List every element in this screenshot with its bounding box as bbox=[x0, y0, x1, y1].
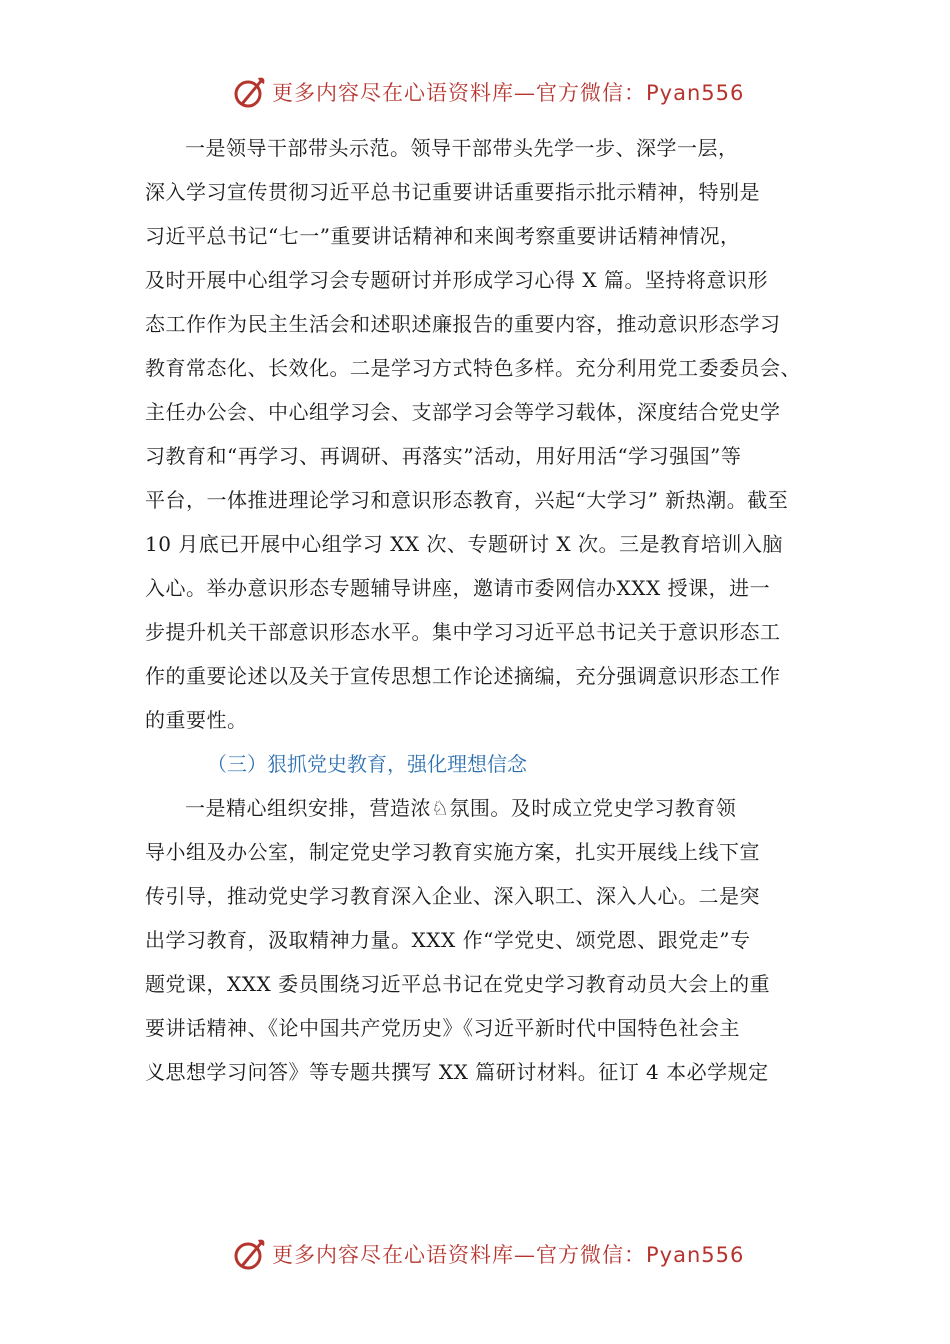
text-line: 10 月底已开展中心组学习 XX 次、专题研讨 X 次。三是教育培训入脑 bbox=[145, 532, 783, 556]
text-line: 义思想学习问答》等专题共撰写 XX 篇研讨材料。征订 4 本必学规定 bbox=[145, 1060, 769, 1084]
text-line: 出学习教育，汲取精神力量。XXX 作“学党史、颂党恩、跟党走”专 bbox=[145, 928, 751, 952]
text-line: 态工作作为民主生活会和述职述廉报告的重要内容，推动意识形态学习 bbox=[145, 312, 781, 336]
document-body bbox=[145, 126, 835, 1094]
text-line: 习教育和“再学习、再调研、再落实”活动，用好用活“学习强国”等 bbox=[145, 444, 742, 468]
text-line: 入心。举办意识形态专题辅导讲座，邀请市委网信办XXX 授课，进一 bbox=[145, 576, 771, 600]
banner-text: 更多内容尽在心语资料库—官方微信：Pyan556 bbox=[272, 81, 745, 105]
banner-text: 更多内容尽在心语资料库—官方微信：Pyan556 bbox=[272, 1243, 745, 1267]
footer-banner bbox=[232, 1236, 744, 1272]
text-line: 一是领导干部带头示范。领导干部带头先学一步、深学一层， bbox=[185, 136, 739, 160]
quill-logo-icon bbox=[232, 1236, 268, 1272]
text-line: 步提升机关干部意识形态水平。集中学习习近平总书记关于意识形态工 bbox=[145, 620, 781, 644]
text-line: 主任办公会、中心组学习会、支部学习会等学习载体，深度结合党史学 bbox=[145, 400, 781, 424]
header-banner bbox=[232, 74, 744, 110]
text-line: 导小组及办公室，制定党史学习教育实施方案，扎实开展线上线下宣 bbox=[145, 840, 760, 864]
text-line: 平台，一体推进理论学习和意识形态教育，兴起“大学习” 新热潮。截至 bbox=[145, 488, 789, 512]
wechat-id: Pyan556 bbox=[646, 1243, 745, 1267]
text-line: 深入学习宣传贯彻习近平总书记重要讲话重要指示批示精神，特别是 bbox=[145, 180, 760, 204]
text-line: 作的重要论述以及关于宣传思想工作论述摘编，充分强调意识形态工作 bbox=[145, 664, 781, 688]
text-line: 一是精心组织安排，营造浓♘氛围。及时成立党史学习教育领 bbox=[185, 796, 737, 820]
text-line: 要讲话精神、《论中国共产党历史》《习近平新时代中国特色社会主 bbox=[145, 1016, 740, 1040]
text-line: 习近平总书记“七一”重要讲话精神和来闽考察重要讲话精神情况， bbox=[145, 224, 741, 248]
section-heading: （三）狠抓党史教育，强化理想信念 bbox=[207, 752, 527, 776]
text-line: 教育常态化、长效化。二是学习方式特色多样。充分利用党工委委员会、 bbox=[145, 356, 801, 380]
text-line: 及时开展中心组学习会专题研讨并形成学习心得 X 篇。坚持将意识形 bbox=[145, 268, 768, 292]
text-line: 题党课，XXX 委员围绕习近平总书记在党史学习教育动员大会上的重 bbox=[145, 972, 771, 996]
text-line: 传引导，推动党史学习教育深入企业、深入职工、深入人心。二是突 bbox=[145, 884, 760, 908]
wechat-id: Pyan556 bbox=[646, 81, 745, 105]
quill-logo-icon bbox=[232, 74, 268, 110]
text-line: 的重要性。 bbox=[145, 708, 248, 732]
